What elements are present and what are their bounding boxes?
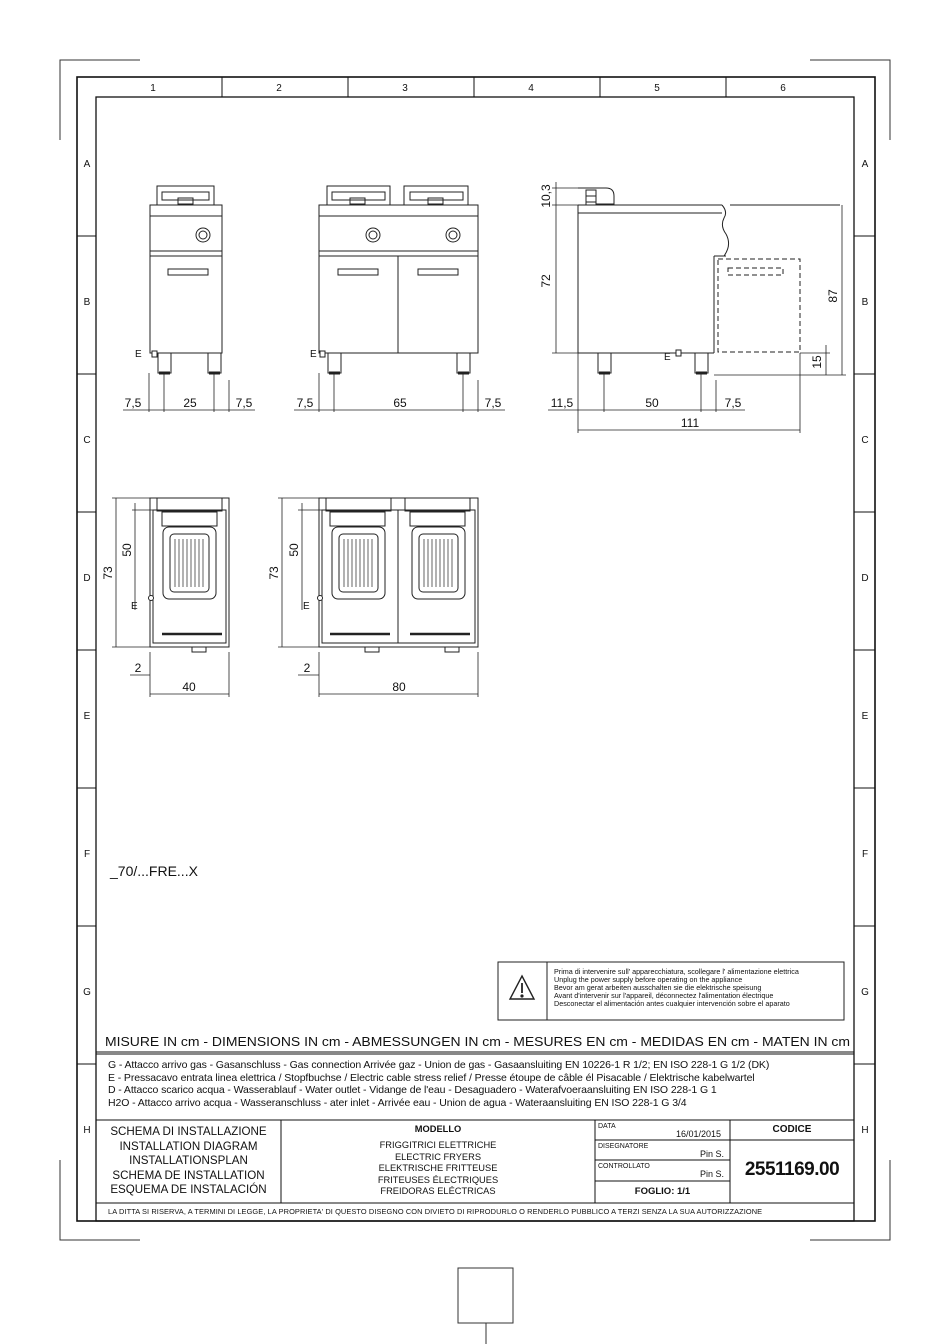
dimension-lines-side [548, 182, 846, 433]
top-view-single [149, 498, 230, 652]
drawing-title: SCHEMA DI INSTALLAZIONE [110, 1125, 267, 1138]
connection-e-label: E [303, 601, 310, 612]
legend-item: H2O - Attacco arrivo acqua - Wasseranschluss - ater inlet - Arrivée eau - Union de agua - Wateraansluiting EN ISO 228-1 G 3/4 [108, 1096, 687, 1109]
drawing-title: ESQUEMA DE INSTALACIÓN [110, 1183, 267, 1196]
grid-row-label: H [861, 1125, 869, 1136]
data-label: DATA [598, 1123, 616, 1130]
grid-col-label: 2 [276, 83, 282, 94]
drawing-title: INSTALLATIONSPLAN [129, 1154, 248, 1167]
drawing-title: INSTALLATION DIAGRAM [119, 1139, 258, 1153]
dim-top-double-inner: 50 [287, 543, 301, 557]
warning-line: Avant d'intervenir sur l'appareil, déconnectez l'alimentation électrique [554, 991, 774, 1000]
grid-row-label: G [861, 987, 869, 998]
dim-top-double-width: 80 [392, 680, 406, 694]
modello-label: MODELLO [414, 1124, 462, 1134]
grid-col-label: 1 [150, 83, 156, 94]
grid-row-label: E [83, 711, 91, 722]
dim-side-total-height: 87 [826, 289, 840, 303]
side-view [578, 188, 840, 373]
model-name: ELECTRIC FRYERS [394, 1151, 482, 1162]
warning-line: Prima di intervenire sull' apparecchiatura, scollegare l' alimentazione elettrica [554, 967, 799, 976]
grid-col-label: 6 [780, 83, 786, 94]
connection-e-label: E [131, 601, 138, 612]
controllato-label: CONTROLLATO [598, 1163, 650, 1170]
model-code-label: _70/...FRE...X [110, 863, 198, 879]
data-value: 16/01/2015 [676, 1129, 722, 1139]
units-banner: MISURE IN cm - DIMENSIONS IN cm - ABMESSUNGEN IN cm - MESURES EN cm - MEDIDAS EN cm - MATEN IN cm [105, 1034, 851, 1049]
grid-row-label: G [83, 987, 91, 998]
dim-side-right: 7,5 [724, 396, 742, 410]
warning-line: Desconectar el alimentación antes cualquier intervención sobre el aparato [554, 999, 790, 1008]
dim-front-double-center: 65 [393, 396, 407, 410]
dim-front-single-left: 7,5 [124, 396, 142, 410]
warning-line: Unplug the power supply before operating on the appliance [554, 975, 743, 984]
dim-side-body-height: 72 [539, 274, 553, 288]
front-view-single [150, 186, 222, 373]
banner-lines [96, 1052, 854, 1054]
title-block-model [281, 1125, 595, 1199]
grid-row-label: C [83, 435, 91, 446]
dim-side-left: 11,5 [550, 396, 574, 410]
legend-item: G - Attacco arrivo gas - Gasanschluss - Gas connection Arrivée gaz - Union de gas - Gasaansluiting EN 10226-1 R 1/2; EN ISO 228-1 G 1/2 (DK) [108, 1059, 770, 1071]
dim-side-center: 50 [645, 396, 659, 410]
dim-front-single-center: 25 [183, 396, 197, 410]
warning-triangle-icon [510, 976, 534, 999]
model-name: FREIDORAS ELÉCTRICAS [380, 1186, 496, 1196]
frame [77, 77, 875, 1221]
dim-top-double-outer: 73 [267, 566, 281, 580]
disegnatore-label: DISEGNATORE [598, 1143, 649, 1150]
dim-front-double-left: 7,5 [296, 396, 314, 410]
dim-top-single-outer: 73 [101, 566, 115, 580]
connection-e-label: E [135, 349, 142, 360]
model-name: ELEKTRISCHE FRITTEUSE [378, 1163, 498, 1173]
grid-row-label: B [83, 297, 91, 308]
connection-legend [108, 1060, 769, 1110]
dim-side-total-depth: 111 [680, 416, 700, 430]
grid-col-label: 5 [654, 83, 660, 94]
connection-e-label: E [664, 352, 671, 363]
grid-col-label: 4 [528, 83, 534, 94]
warning-text [554, 968, 799, 1008]
front-view-double [319, 186, 478, 373]
grid-row-label: A [861, 159, 869, 170]
legend-item: D - Attacco scarico acqua - Wasserablauf - Water outlet - Vidange de l'eau - Desaguadero - Waterafvoeraansluiting EN ISO 228-1 G 1 [108, 1084, 717, 1096]
grid-col-label: 3 [402, 83, 408, 94]
dim-top-single-inner: 50 [120, 543, 134, 557]
dim-side-foot-height: 15 [810, 355, 824, 369]
connection-e-label: E [310, 349, 317, 360]
copyright-disclaimer: LA DITTA SI RISERVA, A TERMINI DI LEGGE, LA PROPRIETA' DI QUESTO DISEGNO CON DIVIETO DI RIPRODURLO O RENDERLO PUBBLICO A TERZI SENZA LA SUA AUTORIZZAZIONE [108, 1207, 763, 1216]
model-name: FRIGGITRICI ELETTRICHE [379, 1140, 497, 1150]
disegnatore-value: Pin S. [700, 1149, 725, 1159]
controllato-value: Pin S. [700, 1169, 725, 1179]
legend-item: E - Pressacavo entrata linea elettrica / Stopfbuchse / Electric cable stress relief / Presse étoupe de câble él Pisacable / Elektrische kabelwartel [108, 1071, 755, 1084]
sheet-number: FOGLIO: 1/1 [634, 1186, 691, 1197]
grid-row-label: B [861, 297, 869, 308]
title-block-titles [96, 1126, 281, 1199]
grid-row-label: A [83, 159, 91, 170]
top-view-double [318, 498, 479, 652]
dim-top-single-width: 40 [182, 680, 196, 694]
grid-row-label: E [861, 711, 869, 722]
grid-row-label: D [861, 573, 869, 584]
dim-front-double-right: 7,5 [484, 396, 502, 410]
codice-value: 2551169.00 [744, 1159, 840, 1180]
codice-label: CODICE [772, 1124, 812, 1135]
dim-front-single-right: 7,5 [235, 396, 253, 410]
grid-row-label: C [861, 435, 869, 446]
model-name: FRITEUSES ÉLECTRIQUES [377, 1174, 499, 1185]
grid-row-label: D [83, 573, 91, 584]
dim-top-single-offset: 2 [134, 661, 142, 675]
dim-side-top-height: 10,3 [539, 184, 553, 208]
grid-row-label: H [83, 1125, 91, 1136]
dimension-lines-top-single [112, 498, 229, 697]
dim-top-double-offset: 2 [303, 661, 311, 675]
grid-row-label: F [83, 849, 91, 860]
drawing-title: SCHEMA DE INSTALLATION [112, 1168, 265, 1182]
grid-row-label: F [861, 849, 869, 860]
warning-line: Bevor am gerat arbeiten ausschalten sie die elektrische speisung [554, 983, 762, 992]
